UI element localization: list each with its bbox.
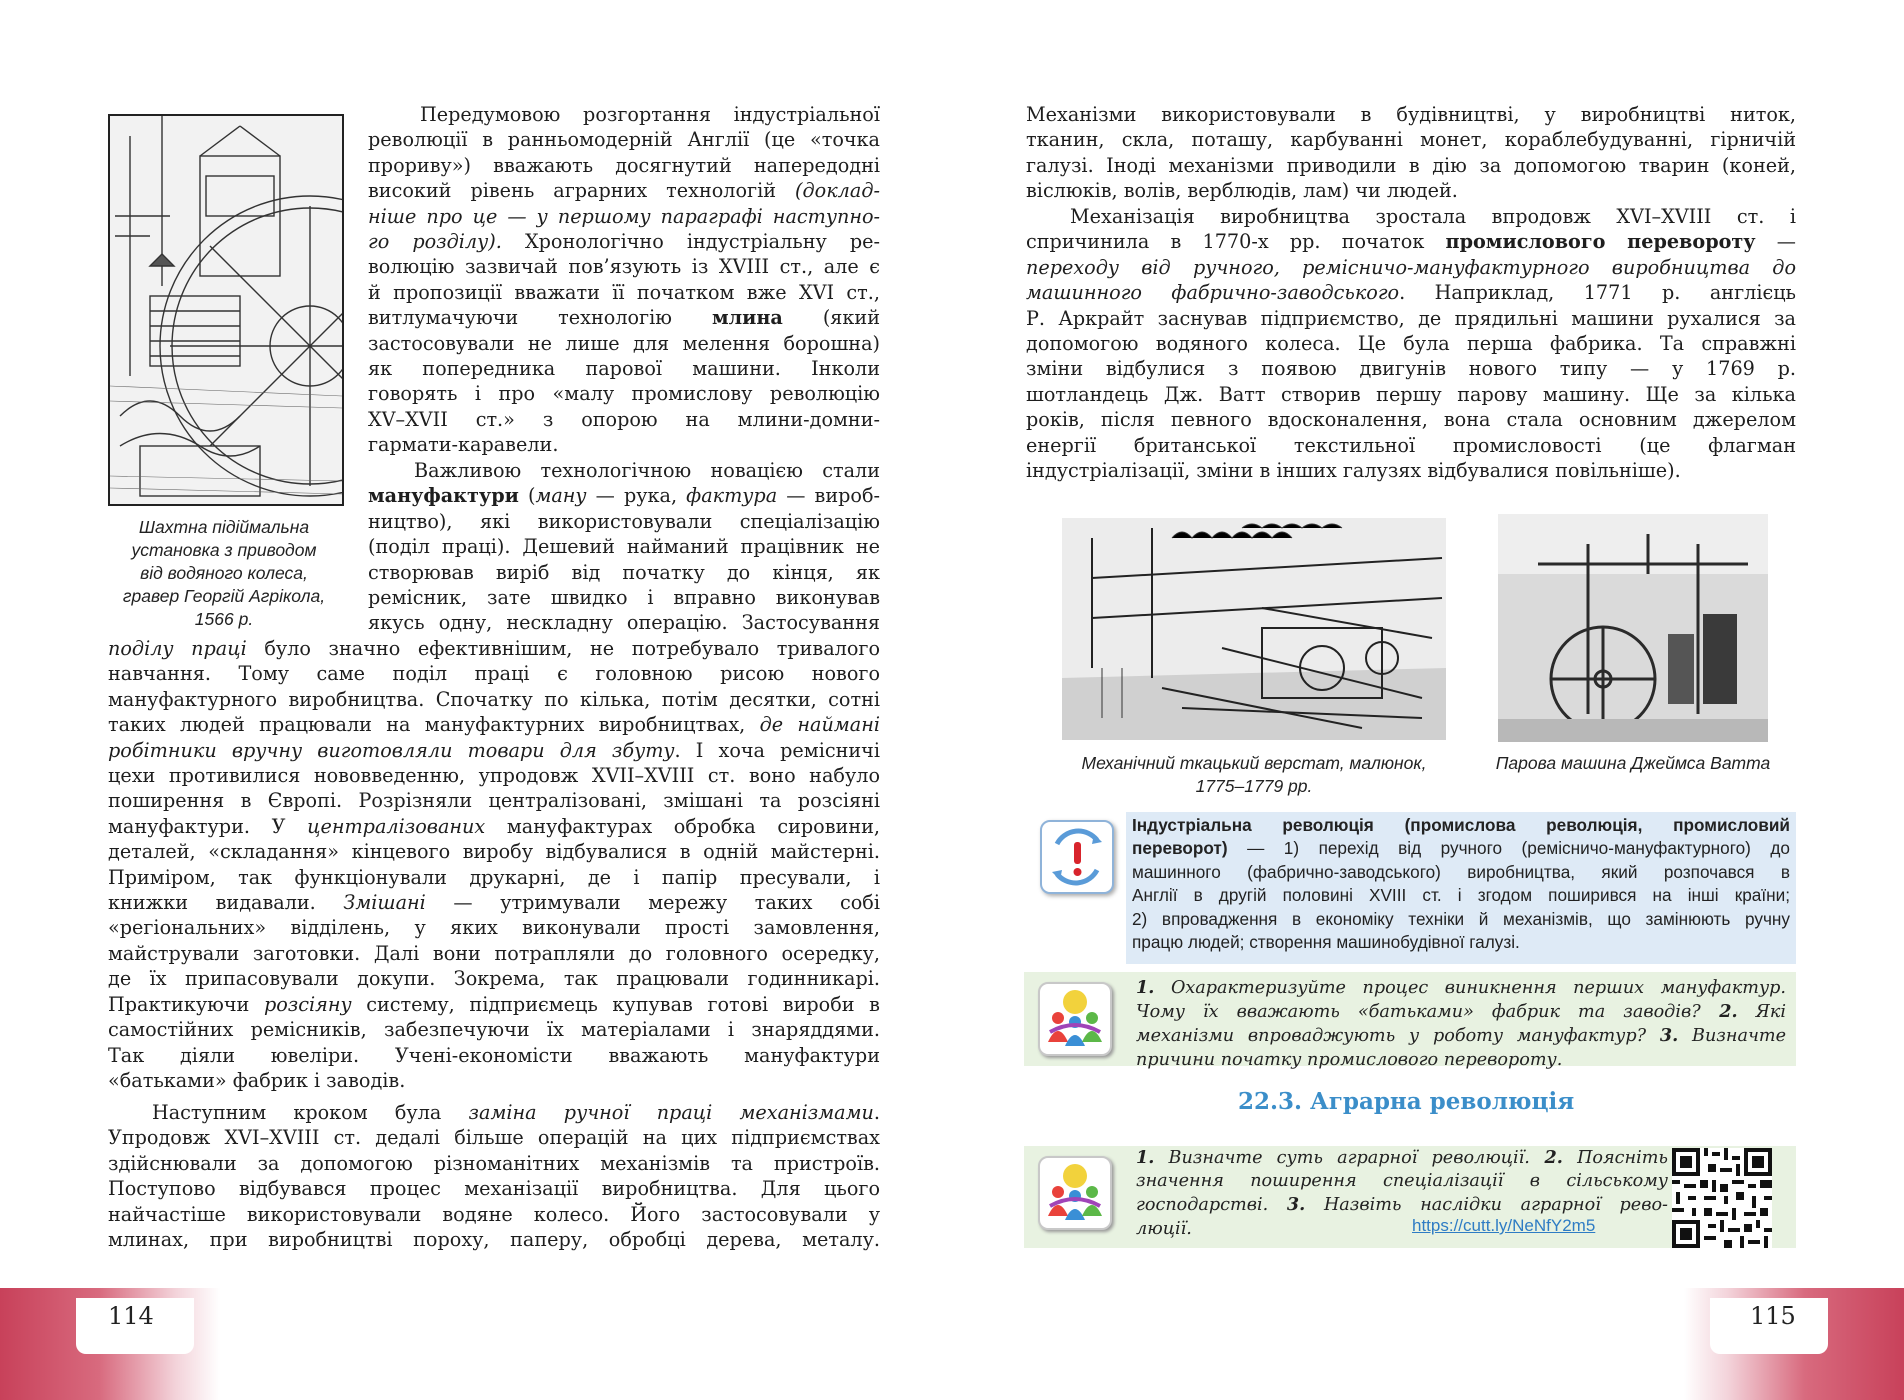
text-line: гармати-каравели.: [368, 433, 559, 457]
text-line: самостійних ремісників, забезпечуючи їх матеріалами і знаряддями.: [108, 1018, 880, 1042]
text-line: Механізми використовували в будівництві, у виробництві ниток,: [1026, 103, 1796, 126]
text-fragment: — рука,: [586, 484, 687, 508]
question-text: Чому їх вважають «батьками» фабрик та заводів?: [1136, 1002, 1701, 1023]
text-line: Передумовою розгортання індустріальної: [420, 103, 880, 126]
definition-term: Індустріальна революція (промислова революція, промисловий: [1132, 815, 1790, 835]
paragraph-industrial-revolution: [1026, 204, 1796, 483]
text-fragment: —: [1755, 230, 1796, 254]
italic-fragment: машинного фабрично-заводського: [1026, 281, 1400, 305]
text-line: говорять і про «малу промислову революцію: [368, 382, 880, 406]
text-line: де їх припасовували докупи. Зокрема, так працювали годинникарі.: [108, 967, 880, 991]
question-text: Визначте: [1692, 1026, 1787, 1047]
text-fragment: Практикуючи: [108, 992, 264, 1016]
text-line: [108, 814, 880, 839]
bold-term: мануфактури: [368, 484, 519, 508]
text-line: [368, 178, 880, 203]
text-fragment: спричинила в 1770-х рр. початок: [1026, 230, 1446, 254]
paragraph-industrial-prerequisites: [368, 102, 880, 458]
italic-fragment: (доклад-: [795, 179, 880, 203]
text-line: й пропозиції вважати її початком вже XVI ст.,: [368, 280, 880, 304]
paragraph-manufactures-continued: [108, 636, 880, 1093]
text-line: [1132, 814, 1790, 837]
mine-hoist-engraving: [108, 114, 344, 506]
text-line: застосовували не лише для мелення борошна): [368, 331, 880, 355]
text-line: мануфактурного виробництва. Спочатку по кілька, потім десятки, сотні: [108, 687, 880, 711]
text-line: Приміром, так функціонували друкарні, де і папір пресували, і: [108, 865, 880, 889]
italic-fragment: централізованих: [307, 814, 486, 838]
italic-fragment: переходу від ручного, ремісничо-мануфактурного виробництва до: [1026, 255, 1796, 279]
text-line: [368, 229, 880, 254]
definition-box: [1026, 812, 1796, 960]
text-line: шотландець Дж. Ватт створив першу парову машину. Ще за кілька: [1026, 382, 1796, 406]
steam-engine-illustration: [1498, 514, 1768, 742]
qr-code-graphic: [1672, 1148, 1772, 1248]
text-line: [1136, 976, 1786, 1000]
figure-caption-left: [104, 516, 344, 631]
text-line: Механізація виробництва зростала впродовж XVI–XVIII ст. і: [1070, 205, 1796, 228]
question-number: 3.: [1286, 1194, 1306, 1216]
text-line: прориву») вважають досягнутий напередодні: [368, 153, 880, 177]
text-line: машинного (фабрично-заводського) виробництва, який розпочався в: [1132, 861, 1790, 882]
text-line: деталей, «складання» кінцевого виробу відбувалися в одній майстерні.: [108, 840, 880, 864]
text-fragment: . Наприклад, 1771 р. англієць: [1399, 281, 1796, 305]
engraving-illustration: [110, 116, 342, 504]
italic-fragment: фактура: [686, 484, 778, 508]
bold-term: млина: [711, 306, 783, 330]
exclamation-icon-graphic: [1042, 822, 1112, 892]
text-line: енергії британської текстильної промисловості (це флагман: [1026, 433, 1796, 457]
question-text: Які: [1755, 1002, 1786, 1023]
definition-text: [1126, 812, 1796, 964]
text-line: Упродовж XVI–XVIII ст. дедалі більше операцій на цих підприємствах: [108, 1126, 880, 1150]
italic-fragment: робітники вручну виготовляли товари для збуту: [108, 738, 675, 762]
text-line: причини початку промислового перевороту.: [1136, 1049, 1563, 1070]
task-questions: [1136, 976, 1786, 1072]
watt-steam-engine-image: [1498, 514, 1768, 742]
text-line: [1132, 837, 1790, 860]
caption-line: від водяного колеса,: [140, 563, 308, 583]
text-line: віслюків, волів, верблюдів, лам) чи людей.: [1026, 179, 1458, 203]
caption-line: 1566 р.: [194, 609, 254, 629]
text-line: [108, 890, 880, 915]
text-line: [1136, 1024, 1786, 1048]
question-number: 3.: [1659, 1025, 1679, 1047]
question-text: господарстві.: [1136, 1195, 1269, 1216]
text-fragment: (: [518, 484, 536, 508]
text-line: [1026, 255, 1796, 280]
group-discussion-icon: [1038, 1156, 1112, 1230]
text-line: Поступово відбувався процес механізації виробництва. Для цього: [108, 1177, 880, 1201]
text-line: майстрували заготовки. Далі вони потрапляли до головного осередку,: [108, 941, 880, 965]
exclamation-cycle-icon: [1040, 820, 1114, 894]
question-text: механізми впроваджують у роботу мануфактур?: [1136, 1026, 1647, 1047]
question-number: 2.: [1529, 1147, 1563, 1168]
text-line: здійснювали за допомогою різноманітних механізмів та пристроїв.: [108, 1151, 880, 1175]
text-fragment: витлумачуючи технологію: [368, 306, 672, 330]
text-line: галузі. Іноді механізми приводили в дію за допомогою тварин (коней,: [1026, 153, 1796, 177]
text-fragment: .: [873, 1101, 880, 1124]
text-fragment: — утримували мережу таких собі: [425, 891, 880, 915]
text-line: «батьками» фабрик і заводів.: [108, 1068, 406, 1092]
definition-icon-wrapper: [1026, 812, 1126, 960]
text-line: 2) впровадження в економіку техніки й механізмів, що замінюють ручну: [1132, 908, 1790, 929]
text-fragment: Наступним кроком була: [152, 1101, 469, 1124]
text-line: ремісник, зате швидко і вправно виконував: [368, 586, 880, 610]
text-fragment: (який: [782, 306, 880, 330]
text-line: як попередника парової машини. Інколи: [368, 357, 880, 381]
people-icon-graphic: [1040, 984, 1110, 1054]
caption-steam-engine: Парова машина Джеймса Ватта: [1495, 753, 1771, 773]
text-fragment: систему, підприємець купував готові вироби в: [351, 992, 880, 1016]
text-line: [108, 992, 880, 1017]
text-line: Так діяли ювеліри. Учені-економісти вважають мануфактури: [108, 1043, 880, 1067]
text-line: XV–XVII ст.» з опорою на млини-домни-: [368, 407, 880, 431]
text-line: [1136, 1193, 1668, 1217]
text-fragment: Хронологічно індустріальну ре-: [501, 230, 880, 254]
text-fragment: мануфактури. У: [108, 814, 308, 838]
text-line: «регіональних» відділень, у яких виконували прості замовлення,: [108, 916, 880, 940]
text-line: Англії в другій половині XVIII ст. і згодом поширився на інші країни;: [1132, 885, 1790, 906]
question-number: 1.: [1136, 977, 1155, 998]
text-fragment: мануфактурах обробка сировини,: [485, 814, 881, 838]
people-icon-graphic: [1040, 1158, 1110, 1228]
italic-fragment: поділу праці: [108, 637, 247, 660]
text-line: працю людей; створення машинобудівної галузі.: [1132, 932, 1520, 953]
text-line: створював виріб від початку до кінця, як: [368, 560, 880, 584]
text-line: люції.: [1136, 1218, 1192, 1239]
text-line: найчастіше використовували водяне колесо. Його застосовували у: [108, 1202, 880, 1226]
section-heading: 22.3. Аграрна революція: [1238, 1088, 1575, 1115]
text-line: індустріалізації, зміни в інших галузях відбувалися повільніше).: [1026, 459, 1681, 483]
caption-line: гравер Георгій Агрікола,: [122, 586, 326, 606]
loom-illustration: [1062, 518, 1446, 740]
text-line: значення поширення спеціалізації в сільському: [1136, 1171, 1668, 1192]
question-text: Поясніть: [1577, 1148, 1669, 1168]
text-line: цехи противилися нововведенню, упродовж XVII–XVIII ст. воно набуло: [108, 764, 880, 788]
text-line: допомогою водяного колеса. Це була перша фабрика. Та справжні: [1026, 332, 1796, 356]
italic-fragment: ніше про це — у першому параграфі наступно-: [368, 204, 880, 228]
question-text: Визначте суть аграрної революції.: [1168, 1148, 1530, 1168]
text-fragment: . І хоча ремісничі: [674, 738, 880, 762]
question-text: Назвіть наслідки аграрної рево-: [1323, 1195, 1669, 1216]
text-line: тканин, скла, поташу, карбуванні монет, кораблебудуванні, гірничій: [1026, 128, 1796, 152]
text-fragment: було значно ефективнішим, не потребувало тривалого: [246, 637, 880, 660]
caption-line: Шахтна підіймальна: [138, 517, 310, 537]
text-line: [1136, 1146, 1668, 1170]
definition-term: переворот): [1132, 838, 1228, 859]
text-line: [108, 738, 880, 763]
text-line: [368, 483, 880, 508]
text-line: [1026, 280, 1796, 305]
text-line: революції в ранньомодерній Англії (це «точка: [368, 128, 880, 152]
paragraph-manufactures: [368, 458, 880, 636]
text-line: Важливою технологічною новацією стали: [414, 459, 880, 482]
question-number: 2.: [1700, 1001, 1738, 1023]
caption-line: Механічний ткацький верстат, малюнок,: [1081, 753, 1427, 773]
text-line: років, після певного вдосконалення, вона стала основним джерелом: [1026, 408, 1796, 432]
text-line: Р. Аркрайт заснував підприємство, де прядильні машини рухалися за: [1026, 306, 1796, 330]
italic-fragment: розсіяну: [263, 992, 352, 1016]
text-line: якусь одну, нескладну операцію. Застосування: [368, 611, 880, 635]
text-line: [1026, 229, 1796, 254]
caption-loom: [1062, 752, 1446, 798]
text-line: волюцію зазвичай пов’язують із XVIII ст., але є: [368, 255, 880, 279]
text-line: [1136, 1000, 1786, 1024]
italic-fragment: де наймані: [759, 713, 880, 737]
paragraph-mechanisms-use: [1026, 102, 1796, 204]
italic-fragment: ману: [535, 484, 587, 508]
text-line: [368, 305, 880, 330]
question-number: 1.: [1136, 1147, 1155, 1168]
text-fragment: — 1) перехід від ручного (ремісничо-мануфактурного) до: [1227, 838, 1790, 859]
page-number-right: 115: [1750, 1302, 1796, 1330]
text-line: [368, 204, 880, 229]
text-line: [108, 712, 880, 737]
text-fragment: таких людей працювали на мануфактурних виробництвах,: [108, 713, 760, 737]
italic-fragment: го розділу).: [368, 230, 502, 254]
resource-link[interactable]: https://cutt.ly/NeNfY2m5: [1412, 1216, 1596, 1235]
page-number-left: 114: [108, 1302, 154, 1330]
mechanical-loom-image: [1062, 518, 1446, 740]
text-line: млинах, при виробництві пороху, паперу, обробці дерева, металу.: [108, 1228, 880, 1252]
bold-term: промислового перевороту: [1445, 230, 1756, 254]
text-line: ництво), які використовували спеціалізацію: [368, 509, 880, 533]
italic-fragment: заміна ручної праці механізмами: [468, 1101, 874, 1124]
caption-line: установка з приводом: [131, 540, 317, 560]
text-line: зміни відбулися з появою двигунів нового типу — у 1769 р.: [1026, 357, 1796, 381]
group-discussion-icon: [1038, 982, 1112, 1056]
text-fragment: книжки видавали.: [108, 891, 344, 915]
task-box-manufactures: [1024, 972, 1796, 1070]
text-line: навчання. Тому саме поділ праці є головною рисою нового: [108, 662, 880, 686]
text-line: поширення в Європі. Розрізняли централізовані, змішані та розсіяні: [108, 789, 880, 813]
qr-code[interactable]: [1672, 1148, 1772, 1248]
italic-fragment: Змішані: [343, 891, 426, 915]
text-fragment: високий рівень аграрних технологій: [368, 179, 777, 203]
question-text: Охарактеризуйте процес виникнення перших мануфактур.: [1170, 978, 1787, 998]
text-line: (поділ праці). Дешевий найманий працівник не: [368, 535, 880, 559]
caption-line: 1775–1779 рр.: [1195, 776, 1313, 796]
paragraph-mechanisation: [108, 1100, 880, 1252]
text-line: [108, 1100, 880, 1125]
text-fragment: — вироб-: [777, 484, 880, 508]
text-line: [108, 636, 880, 661]
